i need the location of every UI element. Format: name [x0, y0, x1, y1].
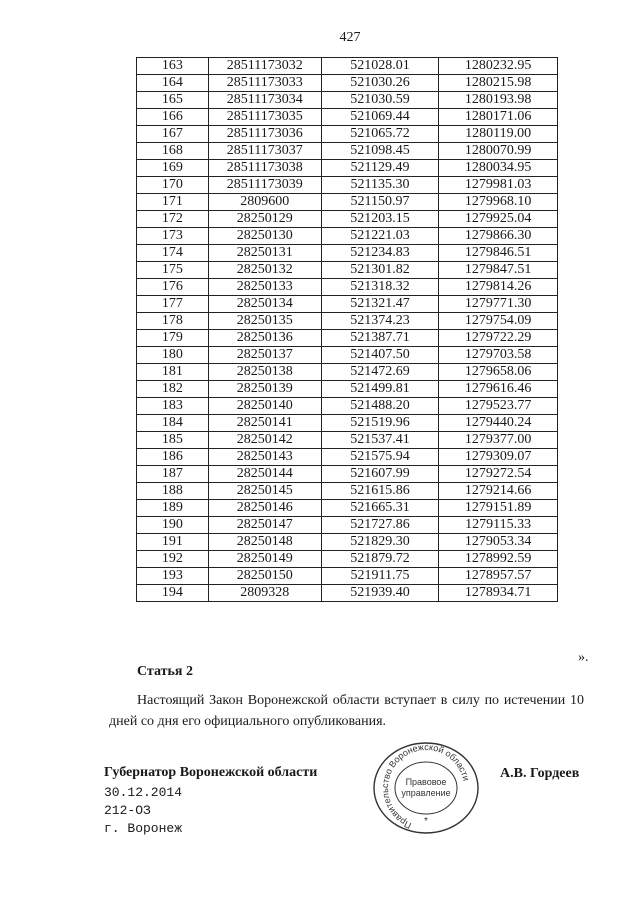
seal-ring-text: Правительство Воронежской области [379, 741, 472, 831]
table-cell: 28250135 [208, 313, 321, 330]
table-cell: 521321.47 [321, 296, 439, 313]
table-cell: 167 [137, 126, 209, 143]
table-cell: 28250141 [208, 415, 321, 432]
table-cell: 173 [137, 228, 209, 245]
table-cell: 178 [137, 313, 209, 330]
table-cell: 1279703.58 [439, 347, 558, 364]
table-cell: 1279658.06 [439, 364, 558, 381]
closing-quote: ». [578, 650, 589, 665]
table-cell: 28250148 [208, 534, 321, 551]
seal-star: * [424, 816, 428, 827]
table-cell: 172 [137, 211, 209, 228]
table-cell: 521537.41 [321, 432, 439, 449]
table-cell: 28511173036 [208, 126, 321, 143]
table-cell: 521030.26 [321, 75, 439, 92]
table-row [137, 500, 558, 517]
table-cell: 521939.40 [321, 585, 439, 602]
table-cell: 521028.01 [321, 58, 439, 75]
table-cell: 521607.99 [321, 466, 439, 483]
table-cell: 28250131 [208, 245, 321, 262]
table-cell: 28511173033 [208, 75, 321, 92]
table-cell: 1279115.33 [439, 517, 558, 534]
table-row [137, 75, 558, 92]
table-cell: 175 [137, 262, 209, 279]
table-cell: 182 [137, 381, 209, 398]
table-row [137, 296, 558, 313]
table-cell: 1279440.24 [439, 415, 558, 432]
table-cell: 28511173032 [208, 58, 321, 75]
table-cell: 188 [137, 483, 209, 500]
document-city: г. Воронеж [104, 821, 183, 836]
coordinates-table [136, 57, 558, 602]
article-paragraph: Настоящий Закон Воронежской области вступает в силу по истечении 10 дней со дня его официального опубликования. [109, 693, 584, 729]
table-cell: 1279814.26 [439, 279, 558, 296]
table-row [137, 551, 558, 568]
table-cell: 1280119.00 [439, 126, 558, 143]
table-cell: 176 [137, 279, 209, 296]
table-cell: 184 [137, 415, 209, 432]
table-cell: 521911.75 [321, 568, 439, 585]
table-row [137, 279, 558, 296]
governor-title: Губернатор Воронежской области [104, 765, 318, 780]
table-cell: 1279309.07 [439, 449, 558, 466]
table-cell: 180 [137, 347, 209, 364]
page-number: 427 [339, 30, 361, 45]
table-cell: 1280193.98 [439, 92, 558, 109]
table-cell: 28250136 [208, 330, 321, 347]
table-cell: 1280070.99 [439, 143, 558, 160]
table-row [137, 330, 558, 347]
official-seal [366, 740, 486, 836]
table-cell: 521374.23 [321, 313, 439, 330]
table-row [137, 466, 558, 483]
table-cell: 1279846.51 [439, 245, 558, 262]
table-cell: 28250143 [208, 449, 321, 466]
table-cell: 166 [137, 109, 209, 126]
table-cell: 186 [137, 449, 209, 466]
table-cell: 1280171.06 [439, 109, 558, 126]
table-cell: 521407.50 [321, 347, 439, 364]
table-cell: 28511173038 [208, 160, 321, 177]
table-cell: 28511173035 [208, 109, 321, 126]
table-cell: 187 [137, 466, 209, 483]
table-cell: 521615.86 [321, 483, 439, 500]
table-row [137, 228, 558, 245]
table-cell: 521879.72 [321, 551, 439, 568]
table-cell: 193 [137, 568, 209, 585]
table-cell: 1278957.57 [439, 568, 558, 585]
table-cell: 28250145 [208, 483, 321, 500]
table-cell: 521519.96 [321, 415, 439, 432]
table-cell: 1279866.30 [439, 228, 558, 245]
table-cell: 28511173037 [208, 143, 321, 160]
table-cell: 1280232.95 [439, 58, 558, 75]
table-cell: 521135.30 [321, 177, 439, 194]
table-row [137, 262, 558, 279]
table-cell: 28250129 [208, 211, 321, 228]
table-cell: 171 [137, 194, 209, 211]
table-cell: 190 [137, 517, 209, 534]
table-cell: 521575.94 [321, 449, 439, 466]
table-cell: 521387.71 [321, 330, 439, 347]
table-row [137, 143, 558, 160]
table-cell: 1279272.54 [439, 466, 558, 483]
table-cell: 181 [137, 364, 209, 381]
table-cell: 179 [137, 330, 209, 347]
table-cell: 1280215.98 [439, 75, 558, 92]
seal-center-line1: Правовое [405, 777, 447, 787]
table-cell: 521499.81 [321, 381, 439, 398]
table-cell: 1278992.59 [439, 551, 558, 568]
document-number: 212-ОЗ [104, 803, 151, 818]
table-cell: 1279847.51 [439, 262, 558, 279]
table-row [137, 126, 558, 143]
table-cell: 185 [137, 432, 209, 449]
article-title: Статья 2 [137, 664, 193, 679]
table-row [137, 109, 558, 126]
table-cell: 28250140 [208, 398, 321, 415]
table-cell: 521069.44 [321, 109, 439, 126]
table-cell: 183 [137, 398, 209, 415]
table-cell: 521727.86 [321, 517, 439, 534]
table-cell: 1279523.77 [439, 398, 558, 415]
table-cell: 521488.20 [321, 398, 439, 415]
table-cell: 521234.83 [321, 245, 439, 262]
table-cell: 28250139 [208, 381, 321, 398]
table-cell: 168 [137, 143, 209, 160]
table-row [137, 483, 558, 500]
table-cell: 1279968.10 [439, 194, 558, 211]
table-cell: 28250147 [208, 517, 321, 534]
table-cell: 521129.49 [321, 160, 439, 177]
table-cell: 1279151.89 [439, 500, 558, 517]
seal-center-line2: управление [401, 788, 451, 798]
table-row [137, 364, 558, 381]
table-cell: 28250142 [208, 432, 321, 449]
table-cell: 1278934.71 [439, 585, 558, 602]
table-cell: 521203.15 [321, 211, 439, 228]
table-row [137, 585, 558, 602]
table-row [137, 194, 558, 211]
table-cell: 165 [137, 92, 209, 109]
table-cell: 1279981.03 [439, 177, 558, 194]
table-cell: 1279925.04 [439, 211, 558, 228]
table-cell: 521318.32 [321, 279, 439, 296]
table-cell: 28250130 [208, 228, 321, 245]
table-cell: 1279377.00 [439, 432, 558, 449]
table-cell: 521150.97 [321, 194, 439, 211]
table-cell: 189 [137, 500, 209, 517]
table-cell: 191 [137, 534, 209, 551]
table-cell: 1279771.30 [439, 296, 558, 313]
table-cell: 1279616.46 [439, 381, 558, 398]
table-cell: 174 [137, 245, 209, 262]
table-cell: 163 [137, 58, 209, 75]
table-row [137, 398, 558, 415]
table-cell: 521829.30 [321, 534, 439, 551]
table-cell: 2809600 [208, 194, 321, 211]
table-cell: 28250146 [208, 500, 321, 517]
table-cell: 1279722.29 [439, 330, 558, 347]
table-cell: 28250133 [208, 279, 321, 296]
table-cell: 28511173034 [208, 92, 321, 109]
table-cell: 1280034.95 [439, 160, 558, 177]
table-row [137, 245, 558, 262]
table-cell: 164 [137, 75, 209, 92]
table-cell: 28511173039 [208, 177, 321, 194]
table-cell: 28250149 [208, 551, 321, 568]
table-cell: 169 [137, 160, 209, 177]
table-row [137, 313, 558, 330]
table-row [137, 517, 558, 534]
table-row [137, 58, 558, 75]
table-row [137, 432, 558, 449]
table-body [137, 58, 558, 602]
table-row [137, 415, 558, 432]
table-cell: 170 [137, 177, 209, 194]
document-date: 30.12.2014 [104, 785, 183, 800]
table-cell: 521065.72 [321, 126, 439, 143]
table-cell: 194 [137, 585, 209, 602]
table-cell: 28250134 [208, 296, 321, 313]
table-cell: 28250132 [208, 262, 321, 279]
table-cell: 192 [137, 551, 209, 568]
table-cell: 2809328 [208, 585, 321, 602]
table-row [137, 534, 558, 551]
table-row [137, 160, 558, 177]
table-cell: 1279754.09 [439, 313, 558, 330]
table-cell: 177 [137, 296, 209, 313]
table-row [137, 381, 558, 398]
table-cell: 521221.03 [321, 228, 439, 245]
table-row [137, 449, 558, 466]
signatory-name: А.В. Гордеев [500, 766, 580, 781]
table-row [137, 177, 558, 194]
table-cell: 521665.31 [321, 500, 439, 517]
table-cell: 28250137 [208, 347, 321, 364]
table-row [137, 211, 558, 228]
table-row [137, 92, 558, 109]
table-row [137, 347, 558, 364]
table-cell: 28250138 [208, 364, 321, 381]
table-cell: 521472.69 [321, 364, 439, 381]
table-cell: 1279053.34 [439, 534, 558, 551]
table-cell: 28250144 [208, 466, 321, 483]
table-row [137, 568, 558, 585]
table-cell: 28250150 [208, 568, 321, 585]
table-cell: 1279214.66 [439, 483, 558, 500]
table-cell: 521301.82 [321, 262, 439, 279]
table-cell: 521030.59 [321, 92, 439, 109]
table-cell: 521098.45 [321, 143, 439, 160]
